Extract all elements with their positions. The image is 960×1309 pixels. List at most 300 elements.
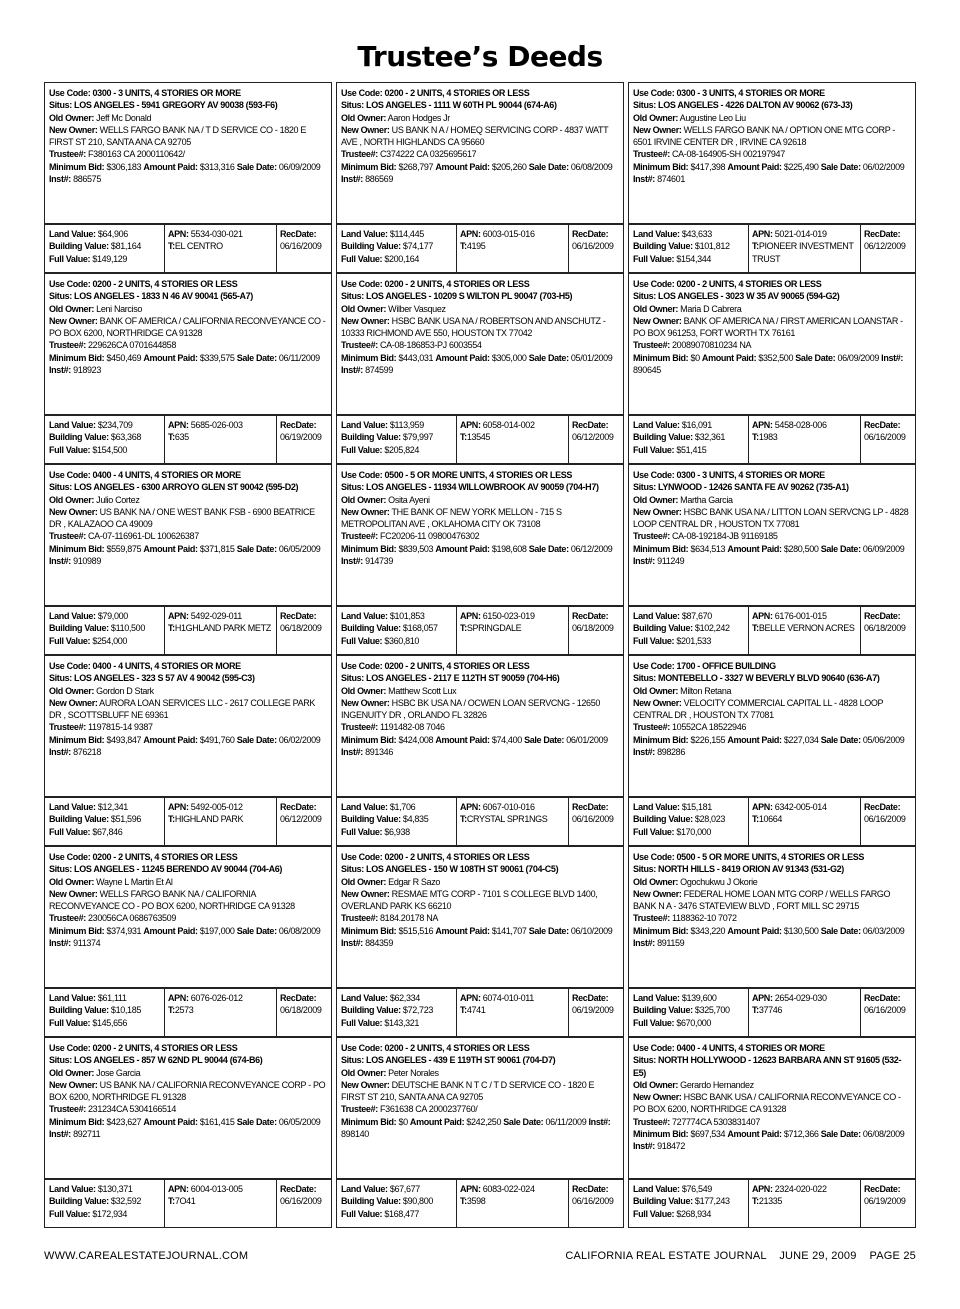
tract: T:635 <box>168 432 189 443</box>
apn-box <box>457 1180 569 1227</box>
situs: Situs: LOS ANGELES - 1833 N 46 AV 90041 (565-A7) <box>49 291 253 302</box>
use-code: Use Code: 0200 - 2 UNITS, 4 STORIES OR LESS <box>49 1043 238 1053</box>
bid-line: Minimum Bid: $0 Amount Paid: $352,500 Sale Date: 06/09/2009 Inst#: 890645 <box>633 352 904 376</box>
recdate-label: RecDate: <box>572 420 609 430</box>
recdate-value: 06/16/2009 <box>864 814 906 825</box>
new-owner: New Owner: HSBC BANK USA / CALIFORNIA RECONVEYANCE CO - PO BOX 6200, NORTHRIDGE CA 91328 <box>633 1092 901 1115</box>
full-value: Full Value: $51,415 <box>633 444 707 455</box>
trustee: Trustee#: 1197815-14 9387 <box>49 722 153 733</box>
old-owner: Old Owner: Augustine Leo Liu <box>633 112 746 123</box>
recdate-value: 06/19/2009 <box>572 1005 614 1016</box>
recdate-label: RecDate: <box>864 993 901 1003</box>
tract: T:4741 <box>460 1005 486 1016</box>
trustee: Trustee#: 1191482-08 7046 <box>341 722 445 733</box>
bid-line: Minimum Bid: $559,875 Amount Paid: $371,815 Sale Date: 06/05/2009 Inst#: 910989 <box>49 543 321 567</box>
full-value: Full Value: $170,000 <box>633 826 712 837</box>
values-box <box>337 1180 457 1227</box>
recdate-box <box>569 416 623 463</box>
tract: T:21335 <box>752 1196 783 1207</box>
new-owner: New Owner: BANK OF AMERICA NA / FIRST AMERICAN LOANSTAR - PO BOX 961253, FORT WORTH TX 76161 <box>633 315 903 339</box>
new-owner: New Owner: US BANK NA / CALIFORNIA RECONVEYANCE CORP - PO BOX 6200, NORTHRIDGE FL 91328 <box>49 1079 326 1103</box>
apn-box <box>749 416 861 463</box>
situs: Situs: LOS ANGELES - 4226 DALTON AV 90062 (673-J3) <box>633 100 853 111</box>
deed-details <box>628 846 916 988</box>
recdate-value: 06/16/2009 <box>864 432 906 443</box>
land-value: Land Value: $64,906 <box>49 229 128 239</box>
deed-record <box>628 82 916 272</box>
new-owner: New Owner: AURORA LOAN SERVICES LLC - 2617 COLLEGE PARK DR , SCOTTSBLUFF NE 69361 <box>49 697 316 721</box>
deed-values <box>44 606 332 655</box>
recdate-label: RecDate: <box>280 229 317 239</box>
deed-values <box>628 415 916 464</box>
deed-record <box>628 273 916 463</box>
tract: T:EL CENTRO <box>168 241 223 252</box>
values-box <box>337 416 457 463</box>
recdate-label: RecDate: <box>864 802 901 812</box>
land-value: Land Value: $101,853 <box>341 611 425 621</box>
building-value: Building Value: $72,723 <box>341 1005 434 1016</box>
recdate-box <box>277 798 331 845</box>
deed-values <box>44 224 332 273</box>
recdate-box <box>861 607 915 654</box>
use-code: Use Code: 0500 - 5 OR MORE UNITS, 4 STORIES OR LESS <box>633 852 865 862</box>
deed-record <box>628 1037 916 1227</box>
new-owner: New Owner: RESMAE MTG CORP - 7101 S COLLEGE BLVD 1400, OVERLAND PARK KS 66210 <box>341 888 598 912</box>
tract: T:2573 <box>168 1005 194 1016</box>
use-code: Use Code: 1700 - OFFICE BUILDING <box>633 661 776 671</box>
deed-details <box>44 464 332 606</box>
building-value: Building Value: $51,596 <box>49 814 142 825</box>
situs: Situs: LYNWOOD - 12426 SANTA FE AV 90262 (735-A1) <box>633 482 849 493</box>
old-owner: Old Owner: Wayne L Martin Et Al <box>49 876 173 887</box>
recdate-label: RecDate: <box>864 611 901 621</box>
situs: Situs: LOS ANGELES - 439 E 119TH ST 90061 (704-D7) <box>341 1055 556 1066</box>
building-value: Building Value: $102,242 <box>633 623 730 634</box>
land-value: Land Value: $139,600 <box>633 993 717 1003</box>
trustee: Trustee#: 10552CA 18522946 <box>633 722 747 733</box>
deed-values <box>628 1179 916 1228</box>
deed-record <box>44 1037 332 1227</box>
deed-values <box>628 224 916 273</box>
apn-box <box>749 989 861 1036</box>
use-code: Use Code: 0200 - 2 UNITS, 4 STORIES OR LESS <box>341 1043 530 1053</box>
trustee: Trustee#: C374222 CA 0325695617 <box>341 149 477 160</box>
deed-details <box>628 273 916 415</box>
bid-line: Minimum Bid: $374,931 Amount Paid: $197,000 Sale Date: 06/08/2009 Inst#: 911374 <box>49 925 321 949</box>
bid-line: Minimum Bid: $493,847 Amount Paid: $491,760 Sale Date: 06/02/2009 Inst#: 876218 <box>49 734 321 758</box>
apn-box <box>457 607 569 654</box>
recdate-box <box>277 607 331 654</box>
use-code: Use Code: 0200 - 2 UNITS, 4 STORIES OR LESS <box>633 279 822 289</box>
apn-box <box>749 798 861 845</box>
tract: T:HIGHLAND PARK <box>168 814 244 825</box>
new-owner: New Owner: WELLS FARGO BANK NA / OPTION ONE MTG CORP - 6501 IRVINE CENTER DR , IRVINE CA 92618 <box>633 124 895 148</box>
apn-box <box>457 416 569 463</box>
values-box <box>337 989 457 1036</box>
deed-details <box>44 846 332 988</box>
deed-record <box>336 82 624 272</box>
recdate-box <box>277 416 331 463</box>
values-box <box>337 798 457 845</box>
full-value: Full Value: $200,164 <box>341 253 420 264</box>
tract: T:7O41 <box>168 1196 196 1207</box>
use-code: Use Code: 0400 - 4 UNITS, 4 STORIES OR MORE <box>49 661 241 671</box>
old-owner: Old Owner: Milton Retana <box>633 685 732 696</box>
building-value: Building Value: $110,500 <box>49 623 145 634</box>
deed-details <box>336 464 624 606</box>
recdate-value: 06/12/2009 <box>572 432 614 443</box>
situs: Situs: LOS ANGELES - 857 W 62ND PL 90044 (674-B6) <box>49 1055 263 1066</box>
recdate-label: RecDate: <box>280 420 317 430</box>
apn: APN: 2324-020-022 <box>752 1184 827 1194</box>
footer-publication: CALIFORNIA REAL ESTATE JOURNAL JUNE 29, 2009 PAGE 25 <box>565 1250 916 1262</box>
bid-line: Minimum Bid: $450,469 Amount Paid: $339,575 Sale Date: 06/11/2009 Inst#: 918923 <box>49 352 320 376</box>
trustee: Trustee#: CA-07-116961-DL 100626387 <box>49 531 199 542</box>
apn: APN: 6150-023-019 <box>460 611 535 621</box>
trustee: Trustee#: FC20206-11 09800476302 <box>341 531 480 542</box>
building-value: Building Value: $28,023 <box>633 814 726 825</box>
values-box <box>337 225 457 272</box>
building-value: Building Value: $74,177 <box>341 241 434 252</box>
deed-details <box>628 655 916 797</box>
values-box <box>629 607 749 654</box>
recdate-label: RecDate: <box>280 802 317 812</box>
recdate-box <box>277 225 331 272</box>
deed-record <box>336 464 624 654</box>
recdate-box <box>277 1180 331 1227</box>
apn: APN: 5458-028-006 <box>752 420 827 430</box>
apn-box <box>457 798 569 845</box>
full-value: Full Value: $201,533 <box>633 635 712 646</box>
old-owner: Old Owner: Martha Garcia <box>633 494 733 505</box>
bid-line: Minimum Bid: $697,534 Amount Paid: $712,366 Sale Date: 06/08/2009 Inst#: 918472 <box>633 1129 905 1152</box>
recdate-label: RecDate: <box>572 611 609 621</box>
recdate-value: 06/12/2009 <box>864 241 906 252</box>
deed-values <box>336 224 624 273</box>
values-box <box>629 1180 749 1227</box>
recdate-value: 06/16/2009 <box>864 1005 906 1016</box>
deed-values <box>336 797 624 846</box>
old-owner: Old Owner: Gordon D Stark <box>49 685 154 696</box>
new-owner: New Owner: BANK OF AMERICA / CALIFORNIA RECONVEYANCE CO - PO BOX 6200, NORTHRIDGE CA 91328 <box>49 315 326 339</box>
recdate-label: RecDate: <box>572 229 609 239</box>
situs: Situs: LOS ANGELES - 5941 GREGORY AV 90038 (593-F6) <box>49 100 278 111</box>
deed-record <box>44 82 332 272</box>
tract: T:37746 <box>752 1005 783 1016</box>
deed-details <box>628 1037 916 1179</box>
deed-details <box>44 82 332 224</box>
apn: APN: 5685-026-003 <box>168 420 243 430</box>
old-owner: Old Owner: Julio Cortez <box>49 494 140 505</box>
bid-line: Minimum Bid: $0 Amount Paid: $242,250 Sale Date: 06/11/2009 Inst#: 898140 <box>341 1116 611 1140</box>
situs: Situs: NORTH HILLS - 8419 ORION AV 91343 (531-G2) <box>633 864 844 875</box>
deed-details <box>336 846 624 988</box>
deed-record <box>44 846 332 1036</box>
bid-line: Minimum Bid: $515,516 Amount Paid: $141,707 Sale Date: 06/10/2009 Inst#: 884359 <box>341 925 613 949</box>
apn: APN: 6074-010-011 <box>460 993 534 1003</box>
old-owner: Old Owner: Jose Garcia <box>49 1067 141 1078</box>
trustee: Trustee#: 1188362-10 7072 <box>633 913 737 924</box>
values-box <box>629 798 749 845</box>
recdate-box <box>569 989 623 1036</box>
trustee: Trustee#: F380163 CA 2000110642/ <box>49 149 185 160</box>
new-owner: New Owner: FEDERAL HOME LOAN MTG CORP / WELLS FARGO BANK N A - 3476 STATEVIEW BLVD , FORT MILL SC 29715 <box>633 888 891 912</box>
recdate-label: RecDate: <box>280 993 317 1003</box>
situs: Situs: LOS ANGELES - 3023 W 35 AV 90065 (594-G2) <box>633 291 840 302</box>
deed-details <box>628 82 916 224</box>
trustee: Trustee#: F361638 CA 2000237760/ <box>341 1104 478 1115</box>
use-code: Use Code: 0200 - 2 UNITS, 4 STORIES OR LESS <box>341 88 530 98</box>
deed-values <box>336 988 624 1037</box>
deed-details <box>44 1037 332 1179</box>
apn: APN: 6003-015-016 <box>460 229 535 239</box>
tract: T:1983 <box>752 432 778 443</box>
recdate-box <box>861 225 915 272</box>
old-owner: Old Owner: Maria D Cabrera <box>633 303 742 314</box>
deed-values <box>336 415 624 464</box>
apn: APN: 5492-029-011 <box>168 611 242 621</box>
deed-values <box>336 1179 624 1228</box>
old-owner: Old Owner: Osita Ayeni <box>341 494 430 505</box>
apn-box <box>749 607 861 654</box>
apn-box <box>165 416 277 463</box>
bid-line: Minimum Bid: $417,398 Amount Paid: $225,490 Sale Date: 06/02/2009 Inst#: 874601 <box>633 161 905 185</box>
recdate-label: RecDate: <box>864 229 901 239</box>
values-box <box>45 607 165 654</box>
recdate-value: 06/16/2009 <box>280 1196 322 1207</box>
apn: APN: 6176-001-015 <box>752 611 827 621</box>
values-box <box>629 416 749 463</box>
bid-line: Minimum Bid: $423,627 Amount Paid: $161,415 Sale Date: 06/05/2009 Inst#: 892711 <box>49 1116 321 1140</box>
old-owner: Old Owner: Wilber Vasquez <box>341 303 446 314</box>
recdate-value: 06/16/2009 <box>572 1196 614 1207</box>
old-owner: Old Owner: Jeff Mc Donald <box>49 112 152 123</box>
land-value: Land Value: $16,091 <box>633 420 712 430</box>
tract: T:CRYSTAL SPR1NGS <box>460 814 548 825</box>
deed-values <box>628 606 916 655</box>
land-value: Land Value: $76,549 <box>633 1184 712 1194</box>
building-value: Building Value: $10,185 <box>49 1005 142 1016</box>
values-box <box>629 989 749 1036</box>
trustee: Trustee#: 727774CA 5303831407 <box>633 1116 760 1127</box>
deed-details <box>336 1037 624 1179</box>
land-value: Land Value: $130,371 <box>49 1184 133 1194</box>
land-value: Land Value: $15,181 <box>633 802 712 812</box>
deed-record <box>628 464 916 654</box>
bid-line: Minimum Bid: $226,155 Amount Paid: $227,034 Sale Date: 05/06/2009 Inst#: 898286 <box>633 734 905 758</box>
building-value: Building Value: $32,361 <box>633 432 726 443</box>
land-value: Land Value: $43,633 <box>633 229 712 239</box>
situs: Situs: LOS ANGELES - 6300 ARROYO GLEN ST 90042 (595-D2) <box>49 482 299 493</box>
page-title: Trustee’s Deeds <box>357 40 603 73</box>
deed-values <box>628 988 916 1037</box>
recdate-label: RecDate: <box>864 420 901 430</box>
use-code: Use Code: 0200 - 2 UNITS, 4 STORIES OR LESS <box>49 852 238 862</box>
deed-record <box>336 273 624 463</box>
deeds-grid <box>44 82 917 1229</box>
apn: APN: 2654-029-030 <box>752 993 827 1003</box>
full-value: Full Value: $670,000 <box>633 1017 712 1028</box>
land-value: Land Value: $61,111 <box>49 993 127 1003</box>
old-owner: Old Owner: Aaron Hodges Jr <box>341 112 450 123</box>
deed-values <box>44 797 332 846</box>
apn-box <box>165 225 277 272</box>
recdate-value: 06/16/2009 <box>572 814 614 825</box>
values-box <box>45 798 165 845</box>
recdate-label: RecDate: <box>280 611 317 621</box>
old-owner: Old Owner: Edgar R Sazo <box>341 876 441 887</box>
building-value: Building Value: $63,368 <box>49 432 142 443</box>
full-value: Full Value: $205,824 <box>341 444 420 455</box>
full-value: Full Value: $67,846 <box>49 826 123 837</box>
recdate-label: RecDate: <box>572 1184 609 1194</box>
full-value: Full Value: $360,810 <box>341 635 420 646</box>
bid-line: Minimum Bid: $306,183 Amount Paid: $313,316 Sale Date: 06/09/2009 Inst#: 886575 <box>49 161 321 185</box>
bid-line: Minimum Bid: $634,513 Amount Paid: $280,500 Sale Date: 06/09/2009 Inst#: 911249 <box>633 543 905 567</box>
use-code: Use Code: 0300 - 3 UNITS, 4 STORIES OR MORE <box>633 470 825 480</box>
apn: APN: 6058-014-002 <box>460 420 535 430</box>
recdate-box <box>569 607 623 654</box>
recdate-box <box>861 989 915 1036</box>
deed-values <box>44 415 332 464</box>
apn-box <box>165 989 277 1036</box>
new-owner: New Owner: VELOCITY COMMERCIAL CAPITAL LL - 4828 LOOP CENTRAL DR , HOUSTON TX 77081 <box>633 697 884 721</box>
tract: T:13545 <box>460 432 491 443</box>
tract: T:SPRINGDALE <box>460 623 522 634</box>
recdate-box <box>861 798 915 845</box>
apn: APN: 5492-005-012 <box>168 802 243 812</box>
building-value: Building Value: $32,592 <box>49 1196 142 1207</box>
recdate-box <box>861 1180 915 1227</box>
new-owner: New Owner: US BANK NA / ONE WEST BANK FSB - 6900 BEATRICE DR , KALAZAOO CA 49009 <box>49 506 315 530</box>
deed-values <box>336 606 624 655</box>
apn: APN: 6342-005-014 <box>752 802 827 812</box>
building-value: Building Value: $177,243 <box>633 1196 730 1207</box>
full-value: Full Value: $145,656 <box>49 1017 128 1028</box>
old-owner: Old Owner: Ogochukwu J Okorie <box>633 876 758 887</box>
deed-record <box>628 846 916 1036</box>
use-code: Use Code: 0500 - 5 OR MORE UNITS, 4 STORIES OR LESS <box>341 470 573 480</box>
use-code: Use Code: 0400 - 4 UNITS, 4 STORIES OR MORE <box>49 470 241 480</box>
footer-website: WWW.CAREALESTATEJOURNAL.COM <box>44 1250 249 1262</box>
values-box <box>337 607 457 654</box>
building-value: Building Value: $4,835 <box>341 814 429 825</box>
situs: Situs: LOS ANGELES - 2117 E 112TH ST 90059 (704-H6) <box>341 673 560 684</box>
apn: APN: 6083-022-024 <box>460 1184 535 1194</box>
full-value: Full Value: $149,129 <box>49 253 128 264</box>
apn: APN: 5021-014-019 <box>752 229 827 239</box>
use-code: Use Code: 0300 - 3 UNITS, 4 STORIES OR MORE <box>633 88 825 98</box>
full-value: Full Value: $254,000 <box>49 635 128 646</box>
values-box <box>45 225 165 272</box>
full-value: Full Value: $168,477 <box>341 1208 420 1219</box>
full-value: Full Value: $172,934 <box>49 1208 128 1219</box>
situs: Situs: NORTH HOLLYWOOD - 12623 BARBARA ANN ST 91605 (532-E5) <box>633 1055 902 1078</box>
apn-box <box>457 225 569 272</box>
trustee: Trustee#: CA-08-186853-PJ 6003554 <box>341 340 482 351</box>
old-owner: Old Owner: Peter Norales <box>341 1067 439 1078</box>
values-box <box>629 225 749 272</box>
trustee: Trustee#: CA-08-192184-JB 91169185 <box>633 531 778 542</box>
apn: APN: 6004-013-005 <box>168 1184 243 1194</box>
building-value: Building Value: $168,057 <box>341 623 438 634</box>
situs: Situs: LOS ANGELES - 10209 S WILTON PL 90047 (703-H5) <box>341 291 573 302</box>
deed-details <box>336 655 624 797</box>
values-box <box>45 989 165 1036</box>
tract: T:10664 <box>752 814 783 825</box>
tract: T:H1GHLAND PARK METZ <box>168 623 271 634</box>
deed-record <box>44 655 332 845</box>
full-value: Full Value: $143,321 <box>341 1017 420 1028</box>
recdate-label: RecDate: <box>864 1184 901 1194</box>
values-box <box>45 1180 165 1227</box>
full-value: Full Value: $268,934 <box>633 1208 712 1219</box>
use-code: Use Code: 0400 - 4 UNITS, 4 STORIES OR MORE <box>633 1043 825 1053</box>
building-value: Building Value: $90,800 <box>341 1196 434 1207</box>
tract: T:3598 <box>460 1196 486 1207</box>
tract: T:4195 <box>460 241 486 252</box>
bid-line: Minimum Bid: $443,031 Amount Paid: $305,000 Sale Date: 05/01/2009 Inst#: 874599 <box>341 352 613 376</box>
deed-record <box>44 273 332 463</box>
use-code: Use Code: 0200 - 2 UNITS, 4 STORIES OR LESS <box>341 852 530 862</box>
tract: T:PIONEER INVESTMENT TRUST <box>752 241 854 264</box>
deed-values <box>628 797 916 846</box>
full-value: Full Value: $6,938 <box>341 826 410 837</box>
new-owner: New Owner: WELLS FARGO BANK NA / T D SERVICE CO - 1820 E FIRST ST 210, SANTA ANA CA 92705 <box>49 124 306 148</box>
land-value: Land Value: $79,000 <box>49 611 128 621</box>
full-value: Full Value: $154,500 <box>49 444 128 455</box>
deed-details <box>336 273 624 415</box>
apn: APN: 5534-030-021 <box>168 229 243 239</box>
situs: Situs: LOS ANGELES - 11245 BERENDO AV 90044 (704-A6) <box>49 864 283 875</box>
recdate-value: 06/12/2009 <box>280 814 322 825</box>
building-value: Building Value: $325,700 <box>633 1005 730 1016</box>
deed-details <box>336 82 624 224</box>
bid-line: Minimum Bid: $424,008 Amount Paid: $74,400 Sale Date: 06/01/2009 Inst#: 891346 <box>341 734 608 758</box>
recdate-box <box>861 416 915 463</box>
bid-line: Minimum Bid: $839,503 Amount Paid: $198,608 Sale Date: 06/12/2009 Inst#: 914739 <box>341 543 613 567</box>
use-code: Use Code: 0200 - 2 UNITS, 4 STORIES OR LESS <box>341 279 530 289</box>
trustee: Trustee#: 8184.20178 NA <box>341 913 439 924</box>
recdate-box <box>569 798 623 845</box>
recdate-value: 06/16/2009 <box>280 241 322 252</box>
apn-box <box>457 989 569 1036</box>
new-owner: New Owner: WELLS FARGO BANK NA / CALIFORNIA RECONVEYANCE CO - PO BOX 6200, NORTHRIDGE CA 91328 <box>49 888 295 912</box>
use-code: Use Code: 0300 - 3 UNITS, 4 STORIES OR MORE <box>49 88 241 98</box>
land-value: Land Value: $62,334 <box>341 993 420 1003</box>
recdate-box <box>569 1180 623 1227</box>
recdate-label: RecDate: <box>572 993 609 1003</box>
apn-box <box>749 1180 861 1227</box>
deed-record <box>336 655 624 845</box>
apn-box <box>165 798 277 845</box>
deed-record <box>44 464 332 654</box>
old-owner: Old Owner: Matthew Scott Lux <box>341 685 457 696</box>
recdate-value: 06/18/2009 <box>864 623 906 634</box>
land-value: Land Value: $114,445 <box>341 229 424 239</box>
land-value: Land Value: $113,959 <box>341 420 424 430</box>
deed-record <box>628 655 916 845</box>
apn-box <box>749 225 861 272</box>
recdate-value: 06/18/2009 <box>572 623 614 634</box>
deed-details <box>628 464 916 606</box>
trustee: Trustee#: 20089070810234 NA <box>633 340 752 351</box>
trustee: Trustee#: 231234CA 5304166514 <box>49 1104 176 1115</box>
bid-line: Minimum Bid: $268,797 Amount Paid: $205,260 Sale Date: 06/08/2009 Inst#: 886569 <box>341 161 613 185</box>
building-value: Building Value: $81,164 <box>49 241 142 252</box>
recdate-label: RecDate: <box>280 1184 317 1194</box>
full-value: Full Value: $154,344 <box>633 253 712 264</box>
